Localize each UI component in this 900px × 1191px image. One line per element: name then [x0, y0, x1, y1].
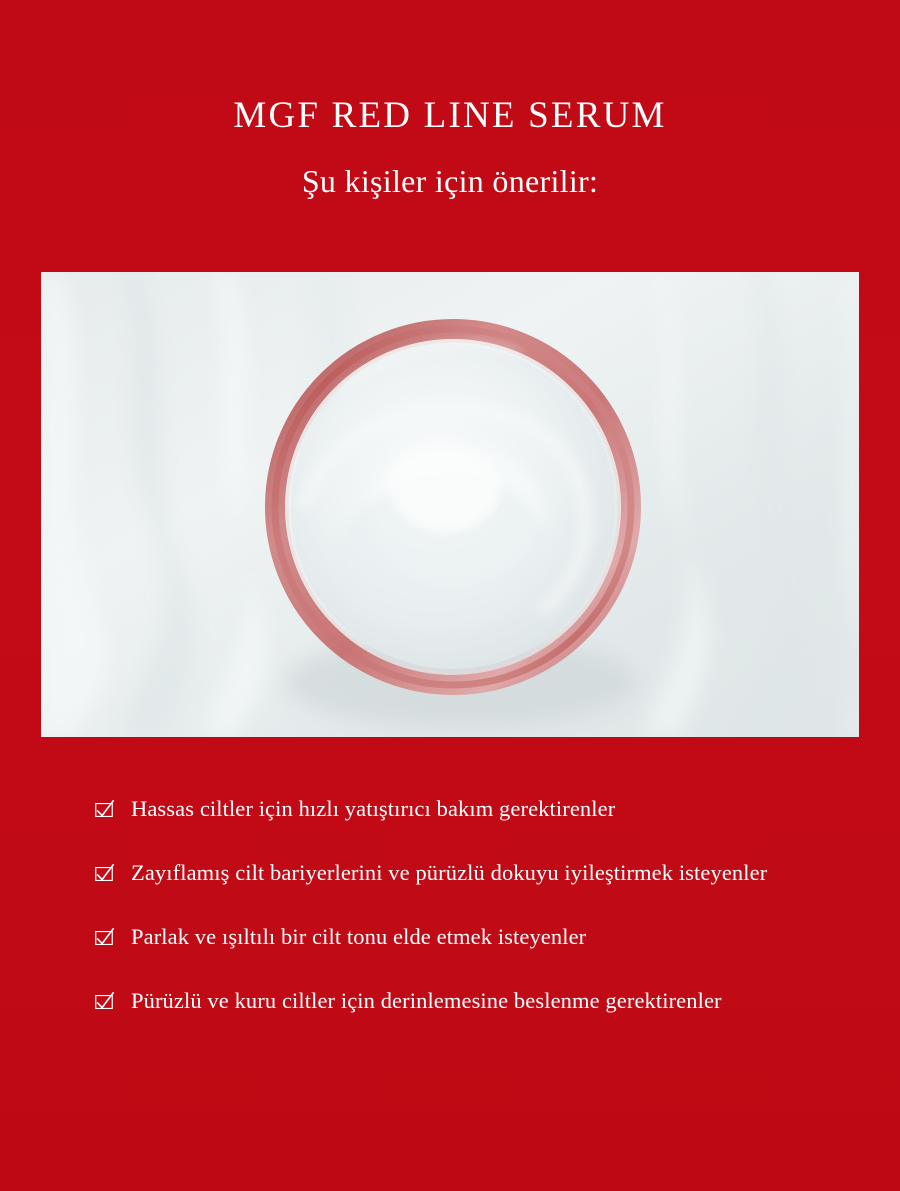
- product-image-graphic: [41, 272, 859, 737]
- list-item-label: Hassas ciltler için hızlı yatıştırıcı bakım gerektirenler: [131, 795, 616, 821]
- benefits-list: [41, 795, 859, 1016]
- checkmark-box-icon: [93, 799, 115, 821]
- list-item: [93, 987, 859, 1015]
- checkmark-box-icon: [93, 863, 115, 885]
- list-item: [93, 859, 859, 887]
- list-item-label: Zayıflamış cilt bariyerlerini ve pürüzlü dokuyu iyileştirmek isteyenler: [131, 859, 768, 885]
- page-title: MGF RED LINE SERUM: [233, 95, 667, 136]
- checkmark-box-icon: [93, 927, 115, 949]
- checkmark-box-icon: [93, 991, 115, 1013]
- page-header: [0, 0, 900, 200]
- list-item: [93, 923, 859, 951]
- list-item-label: Pürüzlü ve kuru ciltler için derinlemesine beslenme gerektirenler: [131, 988, 722, 1014]
- list-item-label: Parlak ve ışıltılı bir cilt tonu elde etmek isteyenler: [131, 923, 587, 949]
- product-image: [41, 272, 859, 737]
- page-subtitle: Şu kişiler için önerilir:: [301, 162, 599, 199]
- list-item: [93, 795, 859, 823]
